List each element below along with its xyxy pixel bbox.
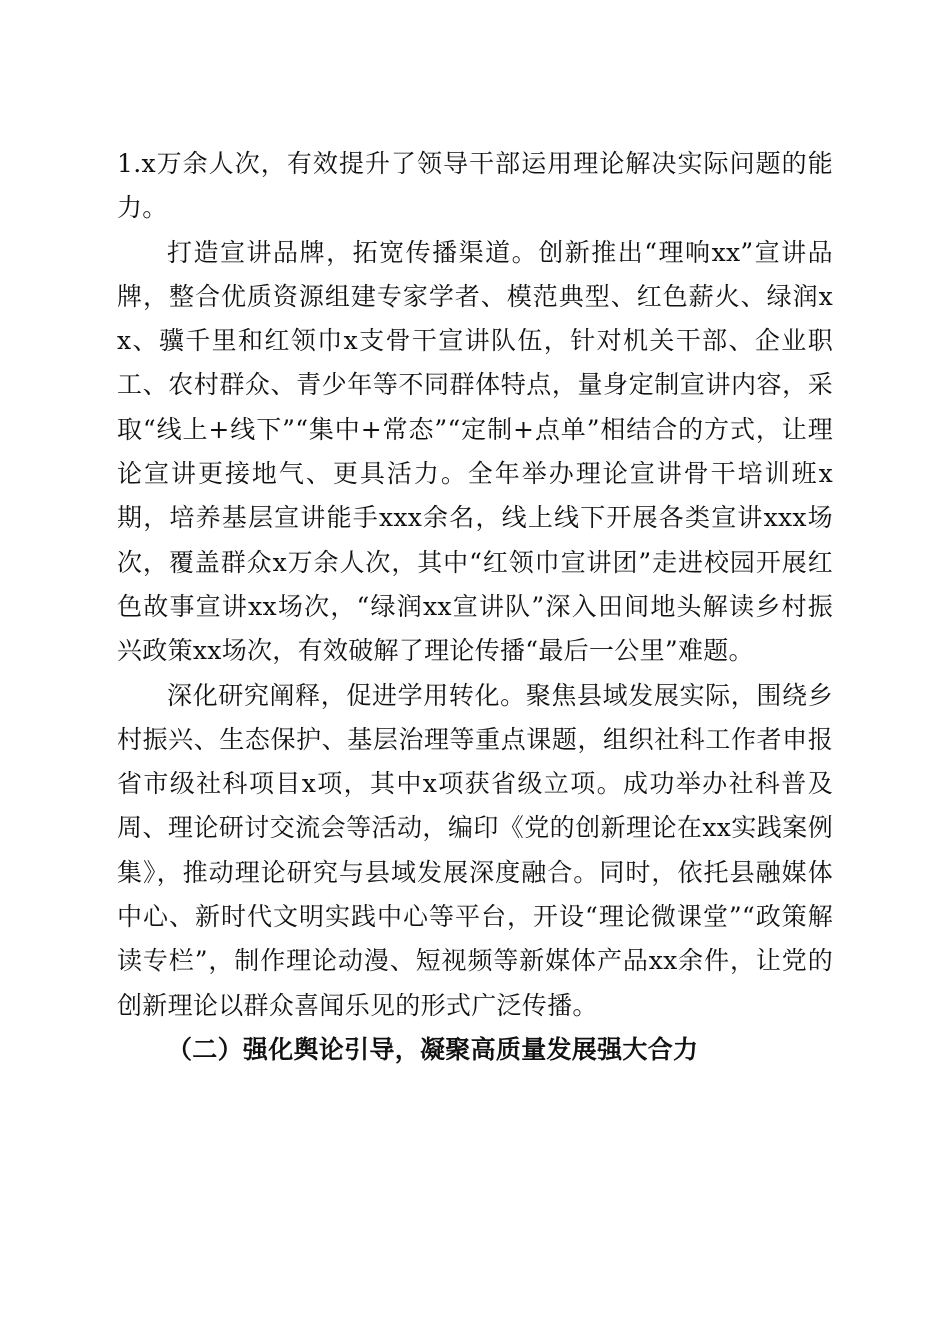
section-heading: （二）强化舆论引导，凝聚高质量发展强大合力 xyxy=(167,1034,699,1064)
document-body xyxy=(117,142,833,1072)
paragraph-propaganda-brand: 打造宣讲品牌，拓宽传播渠道。创新推出“理响xx”宣讲品牌，整合优质资源组建专家学者、模范典型、红色薪火、绿润xx、骥千里和红领巾x支骨干宣讲队伍，针对机关干部、企业职工、农村群众、青少年等不同群体特点，量身定制宣讲内容，采取“线上+线下”“集中+常态”“定制+点单”相结合的方式，让理论宣讲更接地气、更具活力。全年举办理论宣讲骨干培训班x期，培养基层宣讲能手xxx余名，线上线下开展各类宣讲xxx场次，覆盖群众x万余人次，其中“红领巾宣讲团”走进校园开展红色故事宣讲xx场次，“绿润xx宣讲队”深入田间地头解读乡村振兴政策xx场次，有效破解了理论传播“最后一公里”难题。 xyxy=(117,237,833,666)
paragraph-research-interpretation: 深化研究阐释，促进学用转化。聚焦县域发展实际，围绕乡村振兴、生态保护、基层治理等重点课题，组织社科工作者申报省市级社科项目x项，其中x项获省级立项。成功举办社科普及周、理论研讨交流会等活动，编印《党的创新理论在xx实践案例集》，推动理论研究与县域发展深度融合。同时，依托县融媒体中心、新时代文明实践中心等平台，开设“理论微课堂”“政策解读专栏”，制作理论动漫、短视频等新媒体产品xx余件，让党的创新理论以群众喜闻乐见的形式广泛传播。 xyxy=(117,680,833,1020)
paragraph-continuation: 1.x万余人次，有效提升了领导干部运用理论解决实际问题的能力。 xyxy=(117,149,833,223)
